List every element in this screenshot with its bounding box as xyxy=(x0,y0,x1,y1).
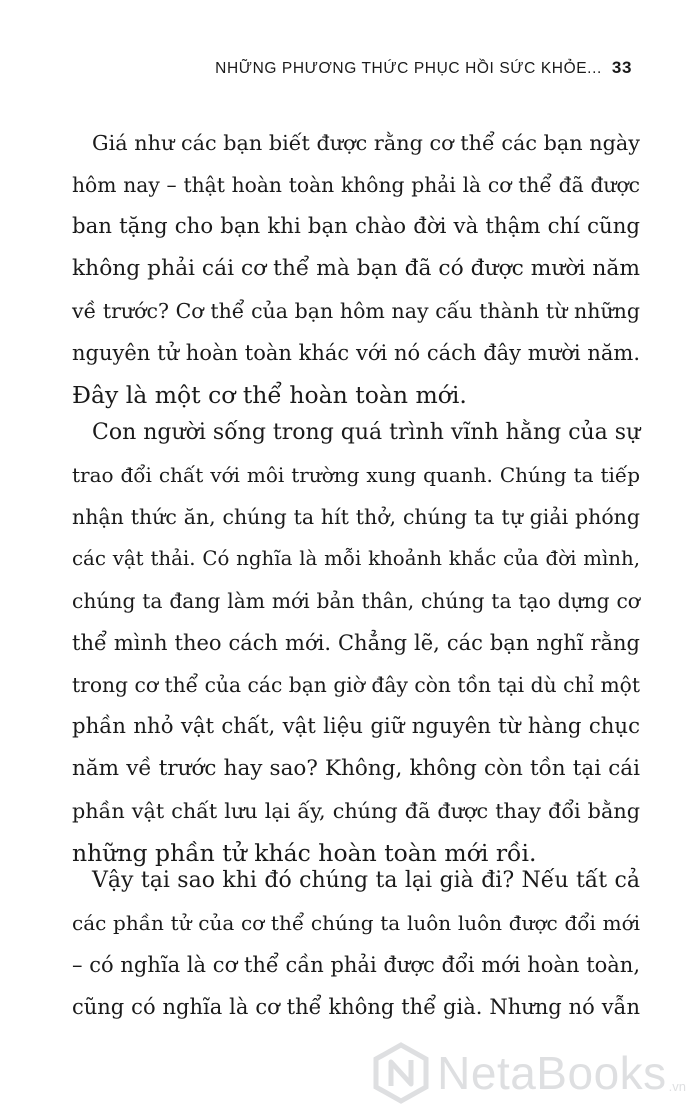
page-number: 33 xyxy=(611,58,632,77)
watermark-suffix: .vn xyxy=(668,1079,686,1094)
text-line: phần nhỏ vật chất, vật liệu giữ nguyên từ hàng chục xyxy=(72,714,640,739)
text-line: – có nghĩa là cơ thể cần phải được đổi mới hoàn toàn, xyxy=(72,953,640,977)
text-line: trao đổi chất với môi trường xung quanh. Chúng ta tiếp xyxy=(72,463,640,487)
text-line: cũng có nghĩa là cơ thể không thể già. Nhưng nó vẫn xyxy=(72,995,640,1019)
text-line: ban tặng cho bạn khi bạn chào đời và thậm chí cũng xyxy=(72,214,640,239)
text-line: trong cơ thể của các bạn giờ đây còn tồn tại dù chỉ một xyxy=(72,673,640,697)
hexagon-logo-icon xyxy=(373,1042,429,1104)
text-line: nguyên tử hoàn toàn khác với nó cách đây mười năm. xyxy=(72,341,640,365)
text-line: Vậy tại sao khi đó chúng ta lại già đi? Nếu tất cả xyxy=(92,868,640,893)
text-line: chúng ta đang làm mới bản thân, chúng ta tạo dựng cơ xyxy=(72,589,640,613)
text-line: các phần tử của cơ thể chúng ta luôn luôn được đổi mới xyxy=(72,911,640,935)
text-line: Con người sống trong quá trình vĩnh hằng của sự xyxy=(92,420,641,445)
text-line: năm về trước hay sao? Không, không còn tồn tại cái xyxy=(72,756,640,781)
text-line: những phần tử khác hoàn toàn mới rồi. xyxy=(72,839,537,867)
text-line: hôm nay – thật hoàn toàn không phải là cơ thể đã được xyxy=(72,173,640,197)
text-line: các vật thải. Có nghĩa là mỗi khoảnh khắc của đời mình, xyxy=(72,547,640,570)
paragraph-1 xyxy=(72,122,640,416)
watermark-brand: NetaBooks xyxy=(437,1047,667,1099)
paragraph-3 xyxy=(72,860,640,1028)
text-line: phần vật chất lưu lại ấy, chúng đã được thay đổi bằng xyxy=(72,799,640,823)
running-title: NHỮNG PHƯƠNG THỨC PHỤC HỒI SỨC KHỎE... xyxy=(215,60,602,77)
watermark-logo xyxy=(373,1042,686,1104)
text-line: không phải cái cơ thể mà bạn đã có được mười năm xyxy=(72,256,640,281)
text-line: nhận thức ăn, chúng ta hít thở, chúng ta tự giải phóng xyxy=(72,505,640,529)
running-header xyxy=(0,58,632,78)
text-line: về trước? Cơ thể của bạn hôm nay cấu thành từ những xyxy=(72,299,640,323)
text-line: Giá như các bạn biết được rằng cơ thể các bạn ngày xyxy=(92,131,640,155)
text-line: Đây là một cơ thể hoàn toàn mới. xyxy=(72,381,467,409)
text-line: thể mình theo cách mới. Chẳng lẽ, các bạn nghĩ rằng xyxy=(72,631,640,655)
paragraph-2 xyxy=(72,412,641,874)
